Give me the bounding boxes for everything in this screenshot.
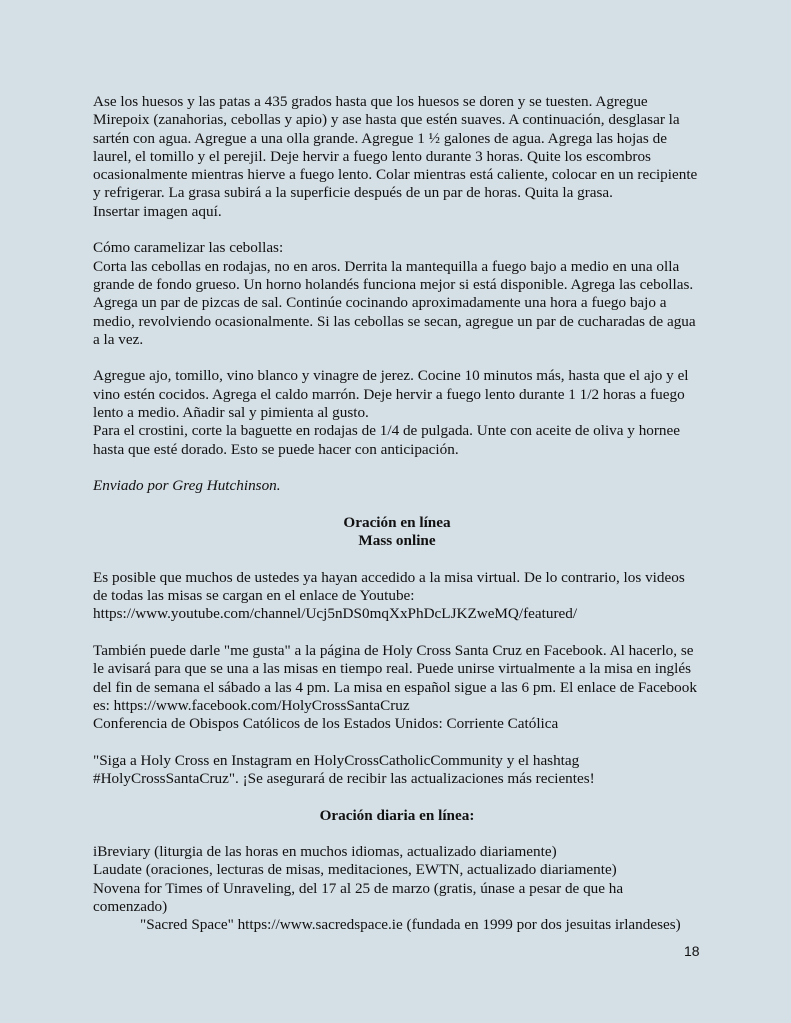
image-placeholder: Insertar imagen aquí. [93, 202, 222, 220]
bishops-conference-line: Conferencia de Obispos Católicos de los Estados Unidos: Corriente Católica [93, 715, 559, 733]
mass-online-heading-es: Oración en línea [343, 513, 451, 531]
youtube-link[interactable]: https://www.youtube.com/channel/Ucj5nDS0mqXxPhDcLJKZweMQ/featured/ [93, 605, 578, 623]
caramelize-paragraph: Corta las cebollas en rodajas, no en aros. Derrita la mantequilla a fuego bajo a medio en una olla grande de fondo grueso. Un horno holandés funciona mejor si está disponible. Agrega las cebollas. Agrega un par de pizcas de sal. Continúe cocinando aproximadamente una hora a fuego bajo a medio, revolviendo ocasionalmente. Si las cebollas se secan, agregue un par de cucharadas de agua a la vez. [93, 257, 696, 348]
list-item: Laudate (oraciones, lecturas de misas, meditaciones, EWTN, actualizado diariamente) [93, 861, 617, 879]
mass-online-heading-en: Mass online [358, 532, 436, 550]
list-item: Novena for Times of Unraveling, del 17 al 25 de marzo (gratis, únase a pesar de que ha comenzado) [93, 879, 624, 916]
facebook-paragraph: También puede darle "me gusta" a la página de Holy Cross Santa Cruz en Facebook. Al hacerlo, se le avisará para que se una a las misas en tiempo real. Puede unirse virtualmente a la misa en inglés del fin de semana el sábado a las 4 pm. La misa en español sigue a las 6 pm. El enlace de Facebook es: https://www.facebook.com/HolyCrossSantaCruz [93, 641, 697, 714]
instagram-paragraph: "Siga a Holy Cross en Instagram en HolyCrossCatholicCommunity y el hashtag #HolyCrossSantaCruz". ¡Se asegurará de recibir las actualizaciones más recientes! [93, 751, 595, 787]
finish-paragraph: Agregue ajo, tomillo, vino blanco y vinagre de jerez. Cocine 10 minutos más, hasta que el ajo y el vino estén cocidos. Agrega el caldo marrón. Deje hervir a fuego lento durante 1 1/2 horas a fuego lento a medio. Añadir sal y pimienta al gusto. [93, 367, 689, 422]
list-item: iBreviary (liturgia de las horas en muchos idiomas, actualizado diariamente) [93, 843, 557, 861]
crostini-paragraph: Para el crostini, corte la baguette en rodajas de 1/4 de pulgada. Unte con aceite de oliva y hornee hasta que esté dorado. Esto se puede hacer con anticipación. [93, 422, 681, 458]
page-number: 18 [684, 943, 700, 959]
youtube-paragraph: Es posible que muchos de ustedes ya hayan accedido a la misa virtual. De lo contrario, los videos de todas las misas se cargan en el enlace de Youtube: [93, 568, 685, 605]
page-content [93, 93, 701, 935]
caramelize-heading: Cómo caramelizar las cebollas: [93, 239, 284, 257]
broth-paragraph: Ase los huesos y las patas a 435 grados hasta que los huesos se doren y se tuesten. Agregue Mirepoix (zanahorias, cebollas y apio) y ase hasta que estén suaves. A continuación, desglasar la sartén con agua. Agregue a una olla grande. Agregue 1 ½ galones de agua. Agrega las hojas de laurel, el tomillo y el perejil. Deje hervir a fuego lento durante 3 horas. Quite los escombros ocasionalmente mientras hierve a fuego lento. Colar mientras está caliente, colocar en un recipiente y refrigerar. La grasa subirá a la superficie después de un par de horas. Quita la grasa. [93, 93, 698, 202]
recipe-credit: Enviado por Greg Hutchinson. [93, 477, 281, 495]
daily-prayer-heading: Oración diaria en línea: [319, 806, 475, 824]
sacred-space-line: "Sacred Space" https://www.sacredspace.ie (fundada en 1999 por dos jesuitas irlandeses) [140, 916, 681, 934]
